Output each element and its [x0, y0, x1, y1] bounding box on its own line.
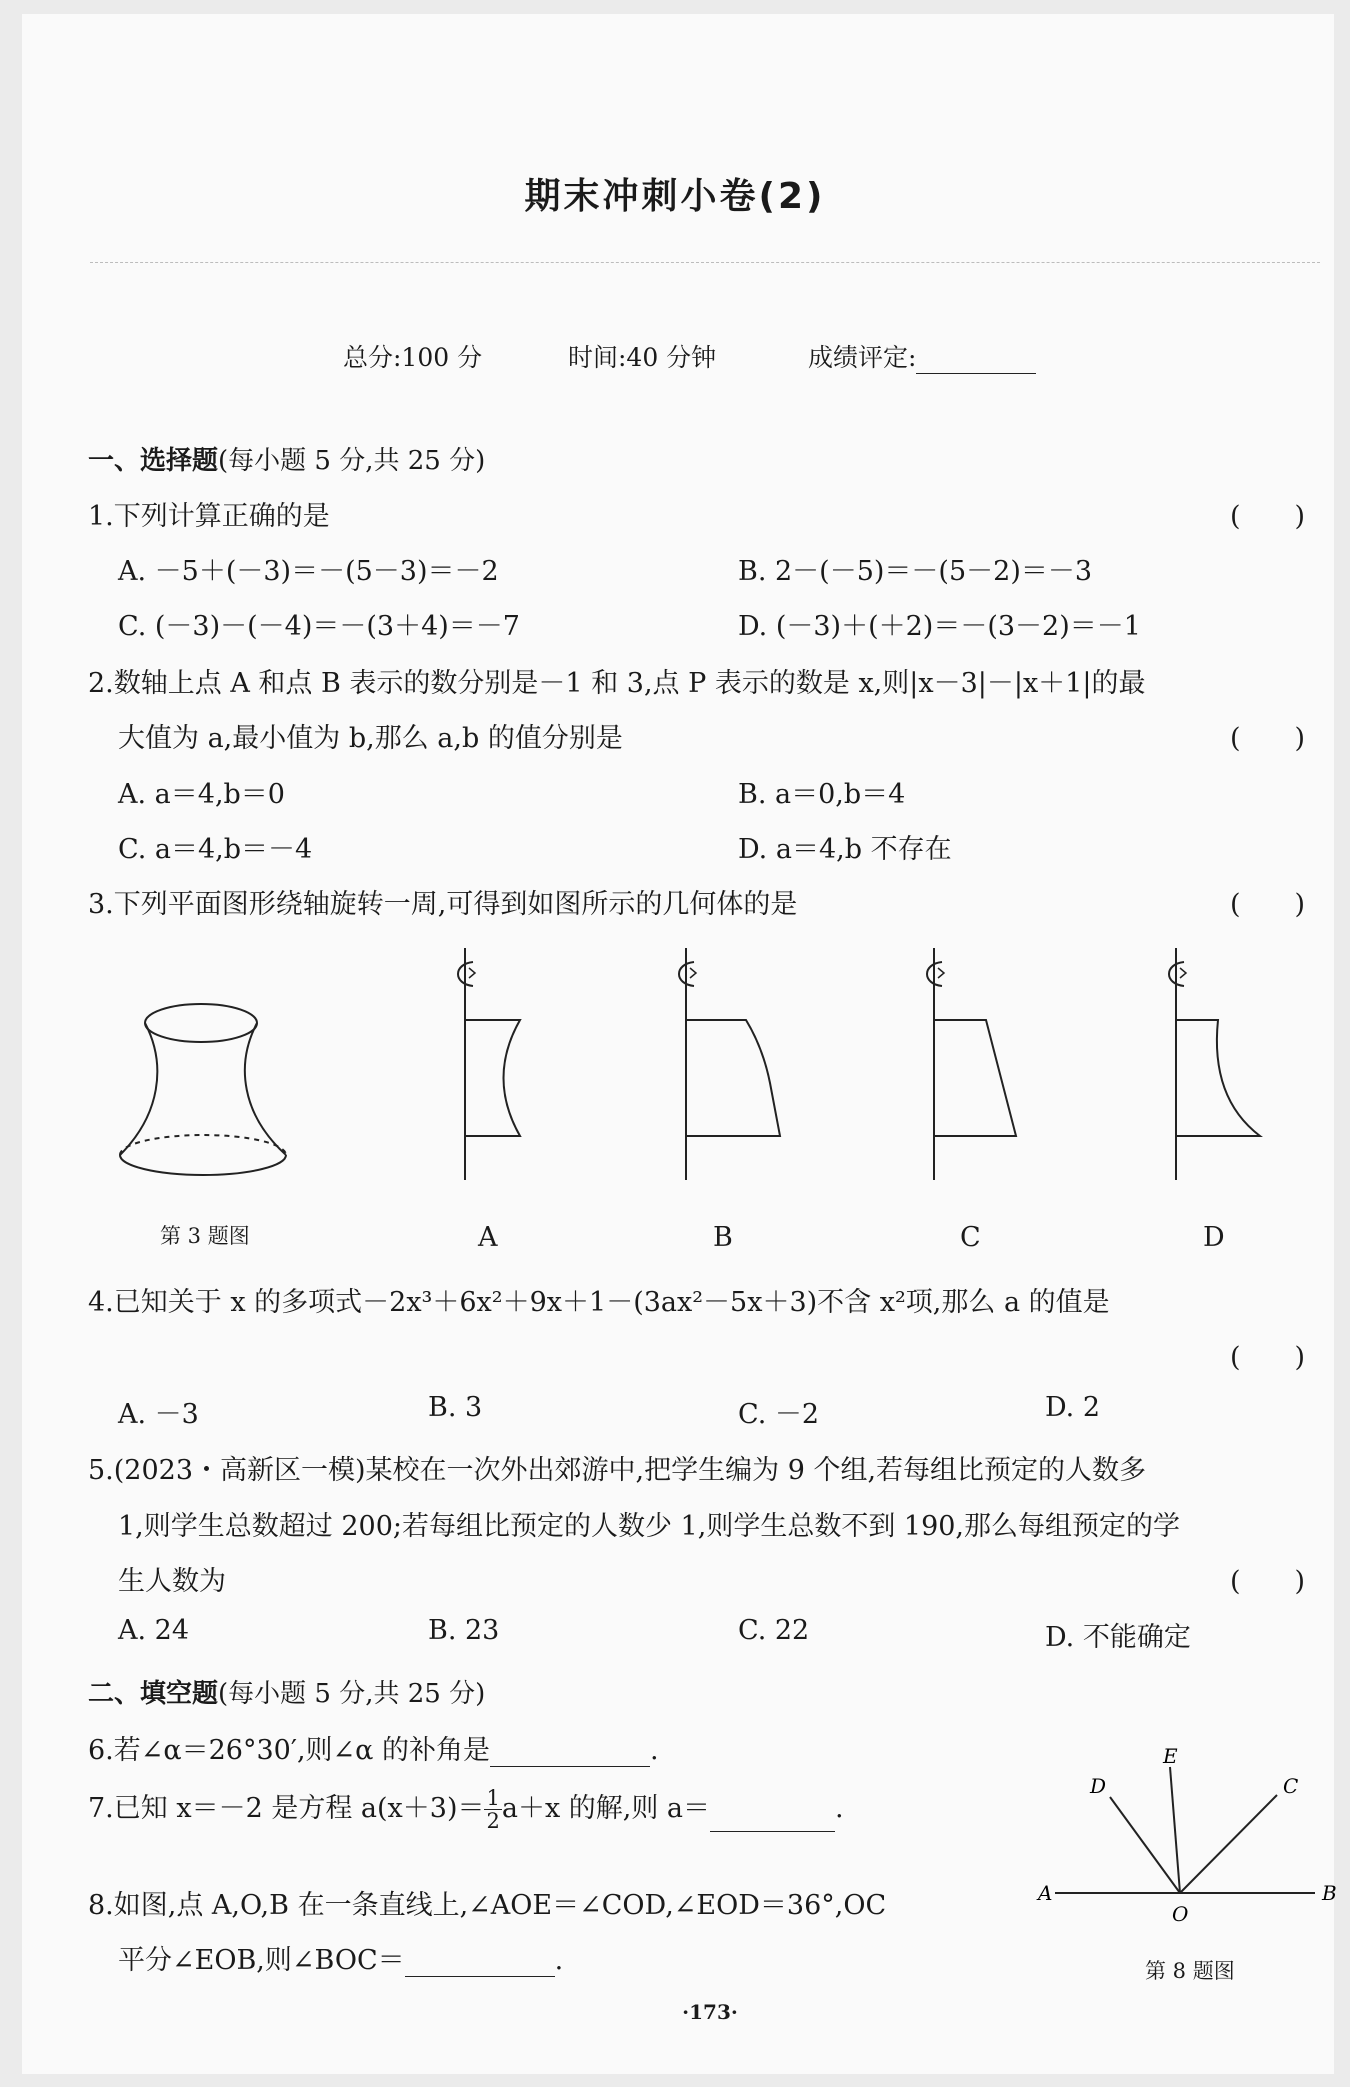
q8-point-c: C	[1283, 1774, 1299, 1798]
q8-point-o: O	[1172, 1902, 1189, 1926]
page-number: ·173·	[682, 2000, 738, 2024]
q4-option-b: B. 3	[428, 1392, 483, 1423]
q7-answer-blank[interactable]	[710, 1805, 835, 1832]
q3-figure-c	[918, 948, 1038, 1183]
q4-stem: 4.已知关于 x 的多项式－2x³＋6x²＋9x＋1－(3ax²－5x＋3)不含 x²项,那么 a 的值是	[88, 1287, 1110, 1318]
q7-fraction: $\frac{1}{2}$	[486, 1785, 500, 1833]
q5-option-c: C. 22	[738, 1615, 810, 1646]
q5-option-d: D. 不能确定	[1045, 1622, 1191, 1653]
q1-option-a: A. －5＋(－3)＝－(5－3)＝－2	[118, 556, 499, 587]
q1-option-d: D. (－3)＋(＋2)＝－(3－2)＝－1	[738, 611, 1141, 642]
q3-label-c: C	[960, 1222, 981, 1253]
q3-figure-caption: 第 3 题图	[160, 1224, 250, 1248]
q8-point-d: D	[1090, 1774, 1107, 1798]
section1-heading: 一、选择题(每小题 5 分,共 25 分)	[88, 446, 486, 476]
grade-blank[interactable]	[916, 349, 1036, 374]
q5-stem-line3: 生人数为	[118, 1566, 226, 1597]
q8-point-e: E	[1163, 1744, 1178, 1768]
q4-option-a: A. －3	[118, 1399, 199, 1430]
q2-option-d: D. a＝4,b 不存在	[738, 834, 952, 865]
q3-figure-d	[1160, 948, 1280, 1183]
q2-option-c: C. a＝4,b＝－4	[118, 834, 313, 865]
q6-answer-blank[interactable]	[490, 1740, 650, 1767]
q2-stem-line1: 2.数轴上点 A 和点 B 表示的数分别是－1 和 3,点 P 表示的数是 x,则|x－3|－|x＋1|的最	[88, 668, 1146, 699]
q2-stem-line2: 大值为 a,最小值为 b,那么 a,b 的值分别是	[118, 723, 623, 754]
q5-answer-paren[interactable]: ( )	[1230, 1566, 1306, 1597]
total-score: 总分:100 分	[343, 343, 483, 372]
q2-answer-paren[interactable]: ( )	[1230, 723, 1306, 754]
q3-figure-a	[445, 948, 555, 1183]
q3-solid-figure	[105, 995, 305, 1185]
q2-option-a: A. a＝4,b＝0	[118, 779, 285, 810]
q8-answer-blank[interactable]	[405, 1950, 555, 1977]
section2-heading: 二、填空题(每小题 5 分,共 25 分)	[88, 1679, 486, 1709]
q5-option-a: A. 24	[118, 1615, 190, 1646]
q3-label-b: B	[713, 1222, 733, 1253]
q2-option-b: B. a＝0,b＝4	[738, 779, 906, 810]
q1-option-b: B. 2－(－5)＝－(5－2)＝－3	[738, 556, 1093, 587]
title-divider	[90, 262, 1320, 263]
q6-stem: 6.若∠α＝26°30′,则∠α 的补角是 .	[88, 1735, 659, 1766]
grade-label: 成绩评定:	[808, 338, 1036, 374]
q8-angle-figure	[1030, 1735, 1340, 1930]
q8-point-b: B	[1322, 1881, 1337, 1905]
q3-label-a: A	[478, 1222, 498, 1253]
q5-stem-line1: 5.(2023・高新区一模)某校在一次外出郊游中,把学生编为 9 个组,若每组比预定的人数多	[88, 1455, 1147, 1486]
q4-answer-paren[interactable]: ( )	[1230, 1342, 1306, 1373]
q3-label-d: D	[1203, 1222, 1225, 1253]
q1-answer-paren[interactable]: ( )	[1230, 501, 1306, 532]
page-title: 期末冲刺小卷(2)	[524, 176, 826, 217]
q1-option-c: C. (－3)－(－4)＝－(3＋4)＝－7	[118, 611, 520, 642]
q5-stem-line2: 1,则学生总数超过 200;若每组比预定的人数少 1,则学生总数不到 190,那么每组预定的学	[118, 1511, 1181, 1542]
q8-stem-line1: 8.如图,点 A,O,B 在一条直线上,∠AOE＝∠COD,∠EOD＝36°,OC	[88, 1890, 887, 1921]
q5-option-b: B. 23	[428, 1615, 500, 1646]
q8-point-a: A	[1038, 1881, 1053, 1905]
q1-stem: 1.下列计算正确的是	[88, 501, 330, 532]
q8-stem-line2: 平分∠EOB,则∠BOC＝ .	[118, 1945, 564, 1976]
q3-figure-b	[668, 948, 798, 1183]
q4-option-c: C. －2	[738, 1399, 820, 1430]
q7-stem: 7.已知 x＝－2 是方程 a(x＋3)＝ $\frac{1}{2}$ a＋x 的解,则 a＝ .	[88, 1785, 844, 1833]
q3-stem: 3.下列平面图形绕轴旋转一周,可得到如图所示的几何体的是	[88, 889, 798, 920]
q8-figure-caption: 第 8 题图	[1145, 1959, 1235, 1983]
q4-option-d: D. 2	[1045, 1392, 1101, 1423]
time-limit: 时间:40 分钟	[568, 343, 717, 372]
q3-answer-paren[interactable]: ( )	[1230, 889, 1306, 920]
